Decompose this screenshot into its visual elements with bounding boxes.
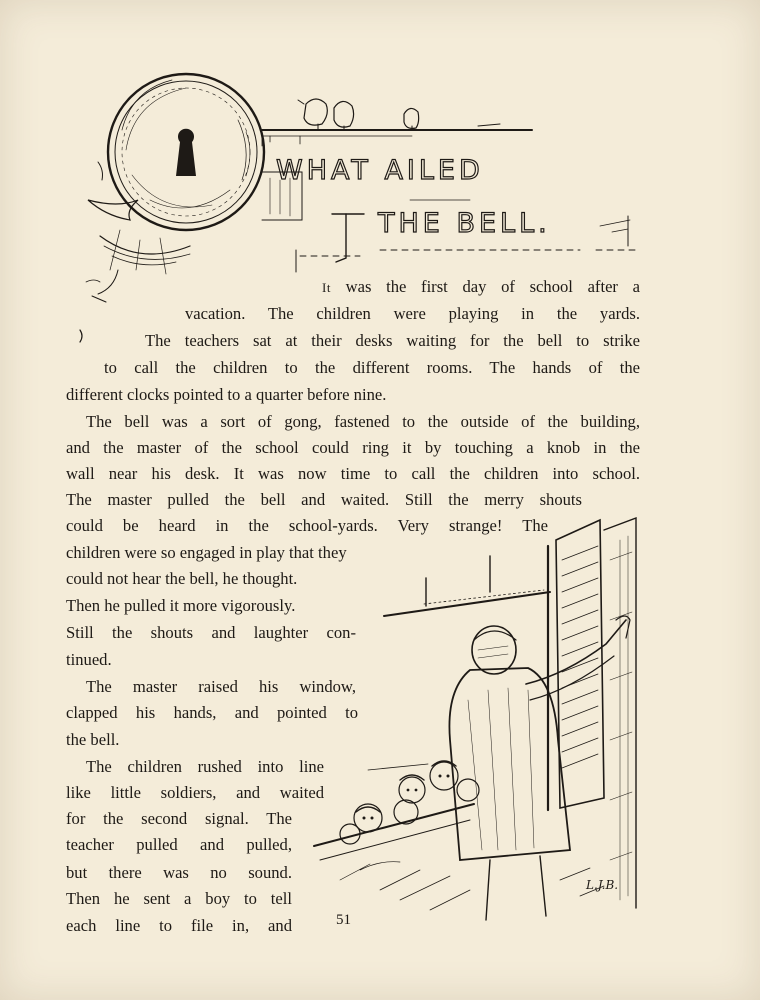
text-line: the bell. bbox=[66, 730, 120, 749]
text-line: vacation. The children were playing in the yards. bbox=[185, 304, 640, 323]
text-line: Then he pulled it more vigorously. bbox=[66, 596, 296, 615]
text-line: The master raised his window, bbox=[86, 677, 356, 696]
text-line: children were so engaged in play that they bbox=[66, 543, 347, 562]
text-line: to call the children to the different rooms. The hands of the bbox=[104, 358, 640, 377]
text-line: like little soldiers, and waited bbox=[66, 783, 324, 802]
text-line: different clocks pointed to a quarter before nine. bbox=[66, 385, 387, 404]
text-line: and the master of the school could ring it by touching a knob in the bbox=[66, 438, 640, 457]
text-line: Then he sent a boy to tell bbox=[66, 889, 292, 908]
text-line: each line to file in, and bbox=[66, 916, 292, 935]
text-line: could not hear the bell, he thought. bbox=[66, 569, 298, 588]
text-line: wall near his desk. It was now time to call the children into school. bbox=[66, 464, 640, 483]
text-line: The bell was a sort of gong, fastened to the outside of the building, bbox=[86, 412, 640, 431]
page-number: 51 bbox=[336, 912, 351, 928]
text-line: Still the shouts and laughter con- bbox=[66, 623, 356, 642]
text-line: The teachers sat at their desks waiting for the bell to strike bbox=[145, 331, 640, 350]
drop-word: It bbox=[322, 280, 331, 295]
text-line: The master pulled the bell and waited. Still the merry shouts bbox=[66, 490, 582, 509]
text-line: could be heard in the school-yards. Very strange! The bbox=[66, 516, 548, 535]
text-line: The children rushed into line bbox=[86, 757, 324, 776]
text-line: teacher pulled and pulled, bbox=[66, 835, 292, 854]
text-line: for the second signal. The bbox=[66, 809, 292, 828]
line-rest: was the first day of school after a bbox=[330, 277, 640, 296]
text-line: tinued. bbox=[66, 650, 112, 669]
chapter-title-line-1: WHAT AILED bbox=[276, 155, 484, 186]
text-line: but there was no sound. bbox=[66, 863, 292, 882]
chapter-title-line-2: THE BELL. bbox=[378, 208, 551, 239]
text-line: clapped his hands, and pointed to bbox=[66, 703, 358, 722]
illustrator-signature: L.J.B. bbox=[586, 878, 619, 892]
